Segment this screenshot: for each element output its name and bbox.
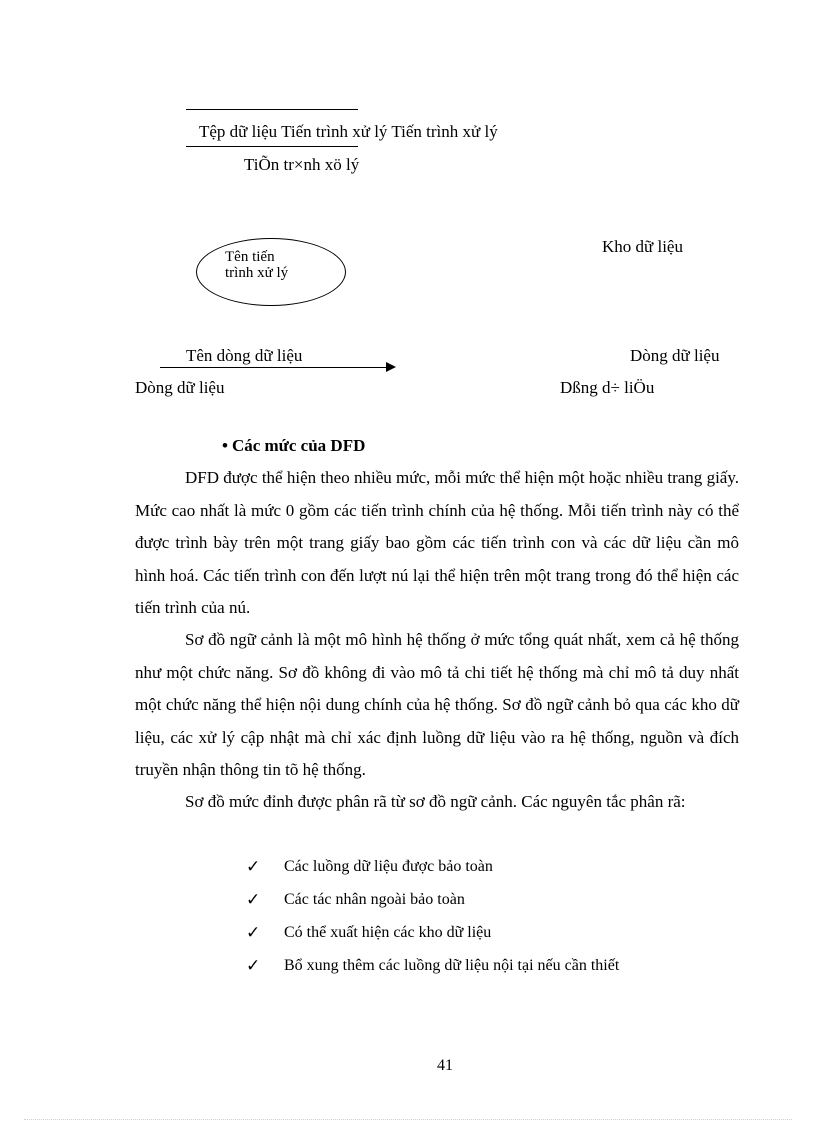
list-item-text: Có thể xuất hiện các kho dữ liệu bbox=[284, 923, 492, 941]
list-item bbox=[246, 949, 619, 982]
file-label: Tệp dữ liệu Tiến trình xử lý Tiến trình xử lý bbox=[199, 122, 498, 141]
data-store-label: Kho dữ liệu bbox=[602, 237, 683, 256]
flow-left-label: Dòng dữ liệu bbox=[135, 378, 225, 397]
section-heading-text: Các mức của DFD bbox=[231, 436, 366, 455]
list-item bbox=[246, 850, 619, 883]
decomposition-rules-list bbox=[246, 850, 619, 982]
checkmark-icon: ✓ bbox=[246, 856, 261, 876]
section-heading bbox=[222, 436, 365, 456]
checkmark-icon: ✓ bbox=[246, 889, 261, 909]
arrow-right-icon bbox=[386, 362, 396, 372]
checkmark-icon: ✓ bbox=[246, 955, 261, 975]
list-item-text: Bổ xung thêm các luồng dữ liệu nội tại nếu cần thiết bbox=[284, 956, 620, 974]
list-item bbox=[246, 916, 619, 949]
paragraph-context-diagram: Sơ đồ ngữ cảnh là một mô hình hệ thống ở mức tổng quát nhất, xem cả hệ thống như một chức năng. Sơ đồ không đi vào mô tả chi tiết hệ thống mà chỉ mô tả duy nhất một chức năng thể hiện nội dung chính của hệ thống. Sơ đồ ngữ cảnh bỏ qua các kho dữ liệu, các xử lý cập nhật mà chỉ xác định luồng dữ liệu vào ra hệ thống, nguồn và đích truyền nhận thông tin tõ hệ thống. bbox=[135, 630, 739, 779]
list-item-text: Các luồng dữ liệu được bảo toàn bbox=[284, 857, 493, 875]
flow-right-label: Dòng dữ liệu bbox=[630, 346, 720, 365]
flow-name-label: Tên dòng dữ liệu bbox=[186, 346, 303, 365]
garbled-process-label: TiÕn tr×nh xö lý bbox=[244, 155, 360, 174]
flow-arrow-line bbox=[160, 367, 388, 368]
paragraph-top-level: Sơ đồ mức đỉnh được phân rã từ sơ đồ ngữ cảnh. Các nguyên tắc phân rã: bbox=[185, 792, 686, 811]
checkmark-icon: ✓ bbox=[246, 922, 261, 942]
page-number: 41 bbox=[437, 1057, 453, 1074]
list-item bbox=[246, 883, 619, 916]
paragraph-dfd-levels: DFD được thể hiện theo nhiều mức, mỗi mức thể hiện một hoặc nhiều trang giấy. Mức cao nhất là mức 0 gồm các tiến trình chính của hệ thống. Mỗi tiến trình này có thể được trình bày trên một trang giấy bao gồm các tiến trình con và các dữ liệu cần mô hình hoá. Các tiến trình con đến lượt nú lại thể hiện trên một trang trong đó thể hiện các tiến trình của nú. bbox=[135, 468, 739, 617]
garbled-flow-label: Dßng d÷ liÖu bbox=[560, 378, 655, 397]
process-name-line2: trình xử lý bbox=[225, 265, 289, 281]
page-bottom-divider bbox=[24, 1119, 792, 1120]
bullet-icon: • bbox=[222, 436, 228, 455]
file-top-line bbox=[186, 109, 358, 110]
process-name-line1: Tên tiến bbox=[225, 249, 275, 265]
file-bottom-line bbox=[186, 146, 358, 147]
list-item-text: Các tác nhân ngoài bảo toàn bbox=[284, 890, 465, 908]
